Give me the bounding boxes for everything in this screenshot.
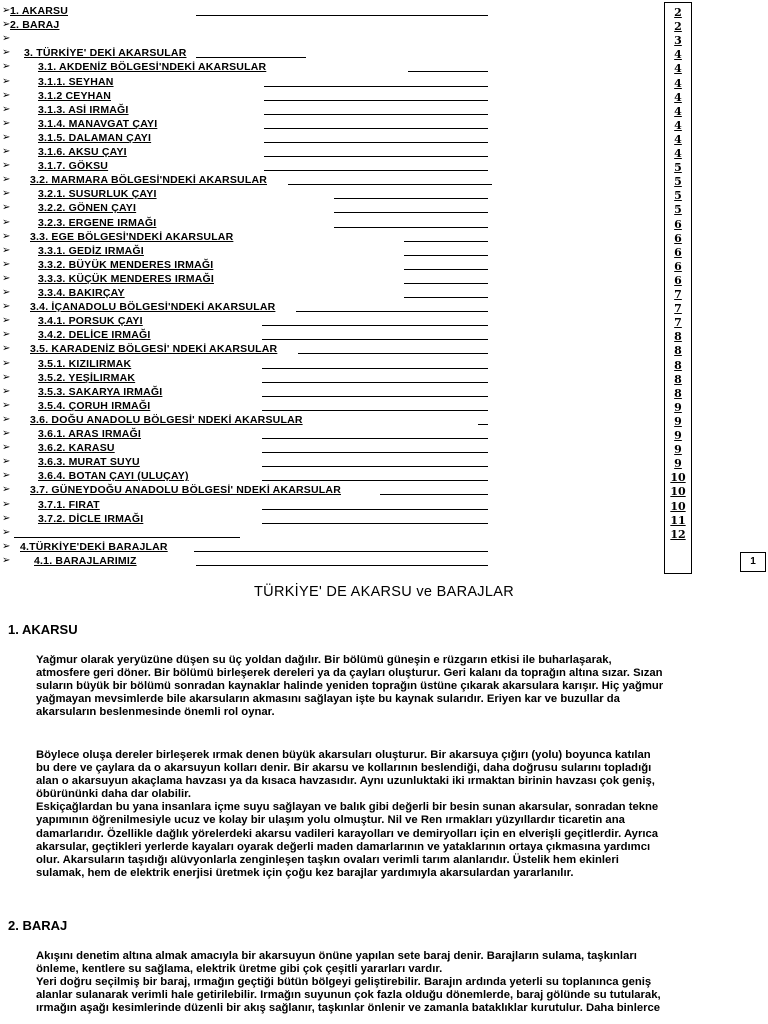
bullet-arrow-icon: ➢	[2, 456, 11, 468]
toc-entry[interactable]	[0, 455, 640, 469]
toc-page-number: 6	[674, 259, 682, 273]
toc-entry-title: 3.4.2. DELİCE IRMAĞI	[38, 329, 151, 342]
toc-entry[interactable]	[0, 512, 640, 526]
bullet-arrow-icon: ➢	[2, 428, 11, 439]
toc-entry[interactable]	[0, 230, 640, 244]
bullet-arrow-icon: ➢	[2, 230, 11, 242]
toc-entry-title: 3.3.4. BAKIRÇAY	[38, 287, 125, 299]
toc-entry[interactable]	[0, 483, 640, 497]
toc-entry-title: 3.4. İÇANADOLU BÖLGESİ'NDEKİ AKARSULAR	[30, 301, 276, 314]
toc-entry[interactable]	[0, 427, 640, 441]
toc-leader-line	[262, 325, 488, 326]
toc-leader-line	[264, 100, 488, 101]
toc-leader-line	[380, 494, 488, 495]
toc-page-number: 6	[674, 245, 682, 259]
toc-leader-line	[262, 368, 488, 369]
paragraph-akarsu-2: Böylece oluşa dereler birleşerek ırmak denen büyük akarsuları oluşturur. Bir akarsuya çığırı (yolu) boyunca katılan bu dere ve çaylara da o akarsuyun kolları denir. Bir akarsu ve kollarının beslendiği, daha doğrusu sularını topladığı alan o akarsuyun akaçlama havzası ya da kısaca havzasıdır. Aynı uzunluktaki iki ırmaktan birinin havzası çok geniş, öbürününki daha dar olabilir. Eskiçağlardan bu yana insanlara içme suyu sağlayan ve balık gibi değerli bir besin sunan akarsular, sonradan tekne yapımının öğrenilmesiyle ucuz ve kolay bir ulaşım yolu olmuştur. Nil ve Ren ırmakları yüzyıllardır ticaretin ana damarlarıdır. Özellikle dağlık yörelerdeki akarsu vadileri karayolları ve demiryolları için en elverişli geçitlerdir. Ayrıca akarsular, geçtikleri yerlerde kayaları oyarak değerli maden damarlarının ve yataklarının ortaya çıkmasına yardımcı olur. Akarsuların taşıdığı alüvyonlarla zenginleşen taşkın ovaları verimli tarım alanlarıdır. Üstelik hem ekinleri sulamak, hem de elektrik enerjisi üretmek için çoğu kez barajlar yardımıyla akarsulardan yararlanılır.	[36, 749, 659, 879]
toc-leader-line	[262, 382, 488, 383]
table-of-contents	[0, 4, 768, 576]
toc-entry[interactable]	[0, 300, 640, 314]
bullet-arrow-icon: ➢	[2, 258, 11, 270]
toc-entry-title: 3.5.1. KIZILIRMAK	[38, 357, 132, 370]
toc-entry-title: 3.5.3. SAKARYA IRMAĞI	[38, 385, 163, 398]
toc-entry[interactable]	[0, 385, 640, 399]
toc-entry[interactable]	[0, 441, 640, 455]
bullet-arrow-icon: ➢	[2, 399, 11, 411]
toc-entry[interactable]	[0, 272, 640, 286]
toc-page-number: 12	[670, 527, 686, 541]
toc-page-number: 4	[674, 90, 682, 104]
bullet-arrow-icon: ➢	[2, 301, 11, 313]
bullet-arrow-icon: ➢	[2, 33, 11, 45]
toc-page-number: 8	[674, 330, 682, 344]
toc-entry-title: 3.1.3. ASİ IRMAĞI	[38, 103, 129, 116]
toc-entry-title: 3.7. GÜNEYDOĞU ANADOLU BÖLGESİ' NDEKİ AKARSULAR	[30, 484, 341, 497]
paragraph-baraj-1: Akışını denetim altına almak amacıyla bir akarsuyun önüne yapılan sete baraj denir. Barajların sulama, taşkınları önleme, kentlere su sağlama, elektrik üretme gibi çok çeşitli yararları vardır. Yeri doğru seçilmiş bir baraj, ırmağın geçtiği bütün bölgeyi geliştirebilir. Barajın ardında yeterli su toplanınca geniş alanlar sulanarak verimli hale getirilebilir. Irmağın suyunun çok fazla olduğu dönemlerde, baraj gölünde su tutularak, ırmağın aşağı kesimlerinde düzenli bir akış sağlanır, taşkınlar önlenir ve zamanla bataklıklar kurutulur. Daha binlerce	[36, 950, 661, 1015]
toc-page-number: 4	[674, 104, 682, 118]
toc-entry-title: 3.3. EGE BÖLGESİ'NDEKİ AKARSULAR	[30, 230, 234, 243]
bullet-arrow-icon: ➢	[2, 47, 11, 59]
toc-page-number: 2	[674, 6, 682, 19]
bullet-arrow-icon: ➢	[2, 498, 11, 510]
toc-entry-title: 3.1. AKDENİZ BÖLGESİ'NDEKİ AKARSULAR	[38, 61, 267, 74]
toc-leader-line	[334, 198, 488, 199]
bullet-arrow-icon: ➢	[2, 343, 11, 355]
toc-entry-title: 3.7.1. FIRAT	[38, 498, 100, 511]
toc-page-number: 8	[674, 386, 682, 400]
toc-leader-line	[478, 424, 488, 425]
bullet-arrow-icon: ➢	[2, 75, 11, 87]
toc-entry[interactable]	[0, 526, 640, 540]
toc-leader-line	[194, 551, 488, 552]
toc-page-number: 6	[674, 217, 682, 231]
toc-leader-line	[262, 339, 488, 340]
bullet-arrow-icon: ➢	[2, 117, 11, 129]
toc-page-number: 9	[674, 400, 682, 414]
toc-entry-title: 3.6.2. KARASU	[38, 442, 115, 455]
toc-leader-line	[264, 86, 488, 87]
bullet-arrow-icon: ➢	[2, 371, 11, 383]
toc-page-number: 10	[670, 485, 686, 499]
toc-entry[interactable]	[0, 258, 640, 272]
bullet-arrow-icon: ➢	[2, 174, 11, 186]
bullet-arrow-icon: ➢	[2, 540, 11, 552]
toc-page-number: 11	[670, 513, 686, 527]
toc-page-number: 4	[674, 118, 682, 132]
toc-page-number: 2	[674, 20, 682, 34]
toc-page-number: 5	[674, 203, 682, 217]
toc-entry[interactable]	[0, 554, 640, 568]
toc-page-number: 8	[674, 372, 682, 386]
toc-leader-line	[262, 523, 488, 524]
toc-leader-line	[334, 227, 488, 228]
toc-entry[interactable]	[0, 216, 640, 230]
toc-leader-line	[264, 114, 488, 115]
toc-entry-title: 3.5. KARADENİZ BÖLGESİ' NDEKİ AKARSULAR	[30, 343, 278, 356]
toc-entry[interactable]	[0, 328, 640, 342]
toc-page-number: 9	[674, 457, 682, 471]
toc-entry[interactable]	[0, 159, 640, 173]
bullet-arrow-icon: ➢	[2, 357, 11, 369]
toc-entry[interactable]	[0, 201, 640, 215]
toc-leader-line	[408, 71, 488, 72]
toc-leader-line	[334, 212, 488, 213]
bullet-arrow-icon: ➢	[2, 385, 11, 397]
toc-page-number: 3	[674, 34, 682, 48]
toc-page-number: 8	[674, 344, 682, 358]
toc-entry[interactable]	[0, 103, 640, 117]
toc-leader-line	[288, 184, 492, 185]
toc-page-number: 5	[674, 175, 682, 189]
toc-page-number: 9	[674, 429, 682, 442]
toc-entry-title: 3.4.1. PORSUK ÇAYI	[38, 315, 143, 328]
bullet-arrow-icon: ➢	[2, 19, 11, 31]
toc-page-number: 4	[674, 62, 682, 76]
bullet-arrow-icon: ➢	[2, 202, 11, 214]
toc-leader-line	[262, 452, 488, 453]
toc-leader-line	[262, 480, 488, 481]
toc-page-number: 9	[674, 443, 682, 457]
toc-leader-line	[196, 57, 306, 58]
toc-page-numbers	[664, 2, 692, 574]
toc-entry-title: 3.2.3. ERGENE IRMAĞI	[38, 216, 157, 229]
toc-leader-line	[262, 509, 488, 510]
bullet-arrow-icon: ➢	[2, 5, 11, 16]
bullet-arrow-icon: ➢	[2, 526, 11, 538]
toc-entry[interactable]	[0, 469, 640, 483]
toc-entry[interactable]	[0, 173, 640, 187]
toc-entry[interactable]	[0, 60, 640, 74]
toc-page-number: 10	[670, 499, 686, 513]
toc-entry[interactable]	[0, 145, 640, 159]
bullet-arrow-icon: ➢	[2, 188, 11, 200]
toc-entry-title: 3.2.2. GÖNEN ÇAYI	[38, 202, 137, 215]
toc-leader-line	[264, 156, 488, 157]
bullet-arrow-icon: ➢	[2, 160, 11, 172]
toc-page-number: 10	[670, 471, 686, 485]
toc-leader-line	[404, 269, 488, 270]
toc-leader-line	[264, 142, 488, 143]
bullet-arrow-icon: ➢	[2, 554, 11, 566]
toc-page-number: 4	[674, 48, 682, 62]
toc-entry-title: 3.6.3. MURAT SUYU	[38, 456, 140, 469]
bullet-arrow-icon: ➢	[2, 287, 11, 298]
toc-page-number: 7	[674, 288, 682, 301]
toc-leader-line	[264, 128, 488, 129]
toc-page-number: 7	[674, 302, 682, 316]
toc-entry-title: 2. BARAJ	[10, 19, 60, 32]
toc-leader-line	[262, 466, 488, 467]
toc-entry-title: 3.7.2. DİCLE IRMAĞI	[38, 512, 144, 525]
toc-entry[interactable]	[0, 4, 640, 18]
toc-entry[interactable]	[0, 286, 640, 300]
toc-entry-title: 3.2. MARMARA BÖLGESİ'NDEKİ AKARSULAR	[30, 174, 268, 187]
toc-entry[interactable]	[0, 314, 640, 328]
toc-entry-title: 3.2.1. SUSURLUK ÇAYI	[38, 188, 157, 201]
bullet-arrow-icon: ➢	[2, 131, 11, 143]
toc-entry-title: 3.6. DOĞU ANADOLU BÖLGESİ' NDEKİ AKARSULAR	[30, 413, 303, 426]
toc-entry-title: 3.6.1. ARAS IRMAĞI	[38, 428, 141, 440]
toc-entry-title: 3.5.4. ÇORUH IRMAĞI	[38, 399, 151, 412]
toc-leader-line	[262, 396, 488, 397]
bullet-arrow-icon: ➢	[2, 216, 11, 228]
bullet-arrow-icon: ➢	[2, 413, 11, 425]
toc-page-number: 4	[674, 76, 682, 90]
toc-leader-line	[262, 438, 488, 439]
paragraph-akarsu-1: Yağmur olarak yeryüzüne düşen su üç yoldan dağılır. Bir bölümü güneşin e rüzgarın etkisi ile buharlaşarak, atmosfere geri döner. Bir bölümü birleşerek dereleri ya da çayları oluşturur. Geri kalanı da toprağın altına sızar. Sızan suların büyük bir bölümü sonradan kaynaklar halinde yeniden toprağın üstüne çıkarak akarsulara karışır. Hiç yağmur yağmayan mevsimlerde bile akarsuların akmasını sağlayan işte bu kaynak sularıdır. Eriyen kar ve buzullar da akarsuların beslenmesinde önemli rol oynar.	[36, 654, 664, 719]
toc-entry-title: 3.1.5. DALAMAN ÇAYI	[38, 131, 152, 144]
toc-leader-line	[404, 241, 488, 242]
bullet-arrow-icon: ➢	[2, 484, 11, 496]
toc-entry-title: 3.3.3. KÜÇÜK MENDERES IRMAĞI	[38, 272, 214, 285]
toc-leader-line	[404, 255, 488, 256]
bullet-arrow-icon: ➢	[2, 61, 11, 73]
toc-entry[interactable]	[0, 357, 640, 371]
toc-entry-title: 4.1. BARAJLARIMIZ	[34, 554, 137, 567]
toc-leader-line	[264, 170, 488, 171]
bullet-arrow-icon: ➢	[2, 272, 11, 284]
toc-page-number: 7	[674, 316, 682, 330]
toc-entry-title: 3.3.1. GEDİZ IRMAĞI	[38, 244, 144, 257]
bullet-arrow-icon: ➢	[2, 329, 11, 341]
toc-entry-title: 4.TÜRKİYE'DEKİ BARAJLAR	[20, 540, 168, 553]
toc-entry-title: 3.1.1. SEYHAN	[38, 75, 114, 88]
toc-entry[interactable]	[0, 540, 640, 554]
toc-leader-line	[196, 565, 488, 566]
toc-leader-line	[196, 15, 488, 16]
toc-entry[interactable]	[0, 399, 640, 413]
toc-page-number: 4	[674, 132, 682, 146]
toc-entry[interactable]	[0, 117, 640, 131]
toc-page-number: 5	[674, 161, 682, 175]
toc-entry[interactable]	[0, 32, 640, 46]
toc-entry-title: 1. AKARSU	[10, 5, 69, 17]
toc-leader-line	[298, 353, 488, 354]
toc-leader-line	[404, 297, 488, 298]
bullet-arrow-icon: ➢	[2, 512, 11, 524]
bullet-arrow-icon: ➢	[2, 315, 11, 327]
toc-entry[interactable]	[0, 18, 640, 32]
toc-page-number: 4	[674, 147, 682, 160]
bullet-arrow-icon: ➢	[2, 103, 11, 115]
toc-leader-line	[296, 311, 488, 312]
toc-entry[interactable]	[0, 131, 640, 145]
toc-entry[interactable]	[0, 342, 640, 356]
toc-page-number: 5	[674, 189, 682, 203]
toc-page-number: 6	[674, 231, 682, 245]
toc-entry[interactable]	[0, 46, 640, 60]
toc-page-number: 8	[674, 358, 682, 372]
toc-entry[interactable]	[0, 413, 640, 427]
bullet-arrow-icon: ➢	[2, 89, 11, 101]
toc-entry[interactable]	[0, 498, 640, 512]
page-number-box: 1	[740, 552, 766, 572]
heading-akarsu: 1. AKARSU	[8, 622, 78, 637]
toc-entry-title: 3.1.2 CEYHAN	[38, 89, 112, 102]
bullet-arrow-icon: ➢	[2, 442, 11, 454]
toc-leader-line	[404, 283, 488, 284]
bullet-arrow-icon: ➢	[2, 470, 11, 482]
toc-page-number: 9	[674, 414, 682, 428]
bullet-arrow-icon: ➢	[2, 244, 11, 256]
toc-entry[interactable]	[0, 244, 640, 258]
heading-baraj: 2. BARAJ	[8, 918, 68, 933]
toc-entry[interactable]	[0, 75, 640, 89]
toc-entry-title: 3.6.4. BOTAN ÇAYI (ULUÇAY)	[38, 470, 189, 483]
toc-entry-title: 3.5.2. YEŞİLIRMAK	[38, 371, 136, 384]
toc-entry[interactable]	[0, 187, 640, 201]
document-title: TÜRKİYE' DE AKARSU ve BARAJLAR	[254, 584, 514, 600]
toc-leader-line	[14, 537, 240, 538]
toc-entry-title: 3.1.7. GÖKSU	[38, 160, 109, 173]
toc-entry[interactable]	[0, 371, 640, 385]
toc-entry-title: 3.3.2. BÜYÜK MENDERES IRMAĞI	[38, 258, 214, 271]
toc-entry[interactable]	[0, 89, 640, 103]
toc-leader-line	[262, 410, 488, 411]
toc-entry-title: 3.1.6. AKSU ÇAYI	[38, 146, 127, 158]
bullet-arrow-icon: ➢	[2, 146, 11, 157]
toc-entry-title: 3.1.4. MANAVGAT ÇAYI	[38, 117, 158, 130]
toc-entry-title: 3. TÜRKİYE' DEKİ AKARSULAR	[24, 47, 187, 60]
toc-page-number: 6	[674, 273, 682, 287]
